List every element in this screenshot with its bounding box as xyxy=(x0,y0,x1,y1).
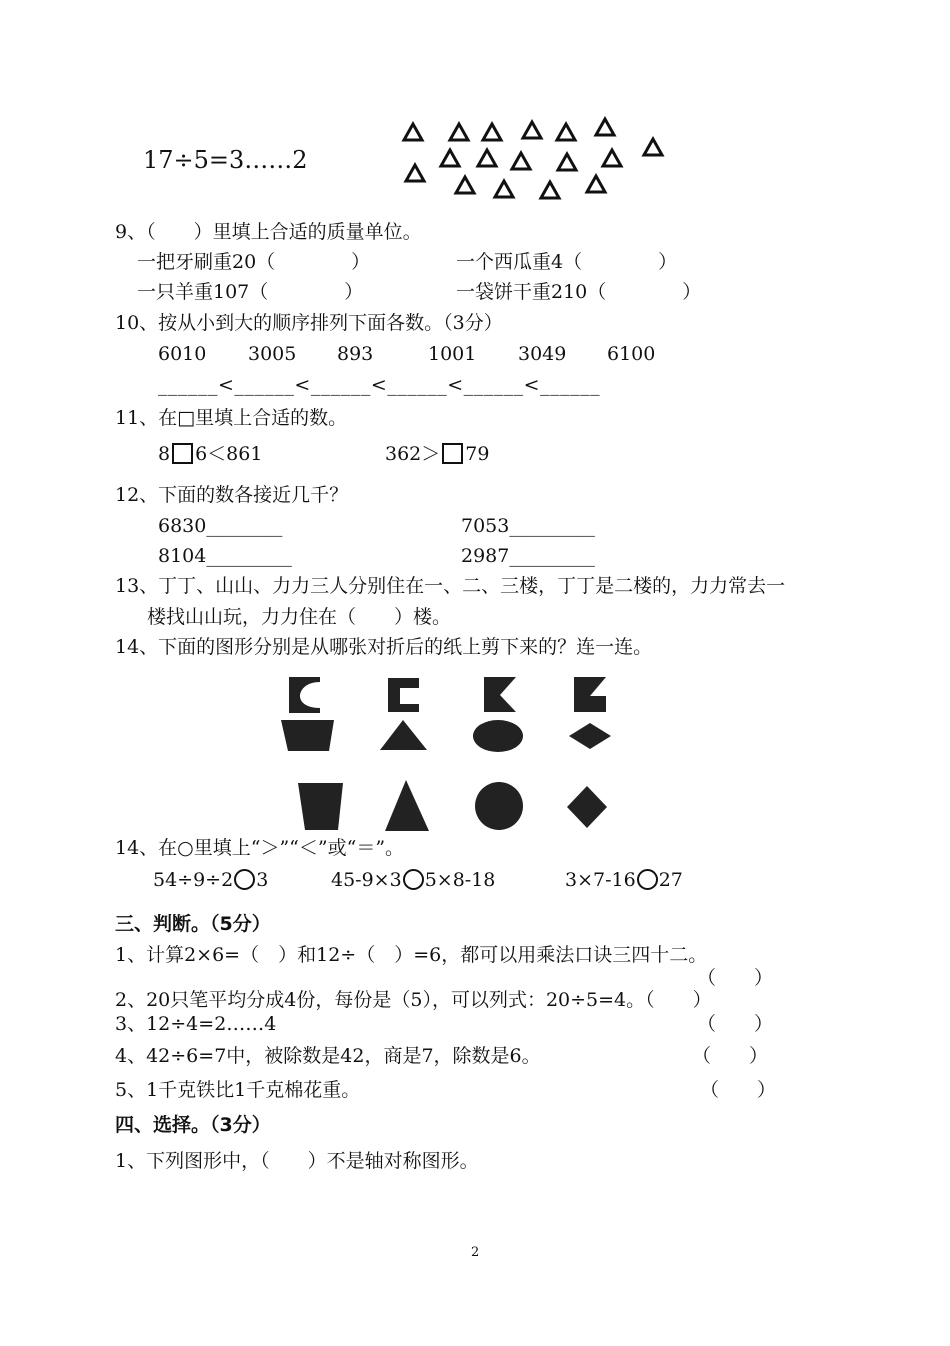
q14a-title: 14、下面的图形分别是从哪张对折后的纸上剪下来的？连一连。 xyxy=(115,636,653,658)
triangle-icon xyxy=(596,119,614,135)
q12-item[interactable]: 7053_________ xyxy=(461,515,595,537)
page-number: 2 xyxy=(471,1245,480,1260)
flat-diamond-icon xyxy=(569,723,611,749)
choice-item-1: 1、下列图形中，（ ）不是轴对称图形。 xyxy=(115,1150,479,1172)
trapezoid-icon xyxy=(281,720,334,751)
answer-box[interactable] xyxy=(172,443,193,464)
q10-number: 6010 xyxy=(158,343,207,365)
triangle-icon xyxy=(557,124,575,140)
half-square-cut-icon xyxy=(388,678,419,712)
triangle-icon xyxy=(456,177,474,193)
judge-paren-4[interactable]: （ ） xyxy=(692,1045,769,1067)
half-circle-cut-icon xyxy=(289,677,320,713)
q10-answer-blanks[interactable]: ______<______<______<______<______<______ xyxy=(158,374,601,396)
triangle-icon xyxy=(450,124,468,140)
triangle-icon xyxy=(495,181,513,197)
q9-title: 9、（ ）里填上合适的质量单位。 xyxy=(115,221,422,243)
triangle-icon xyxy=(603,150,621,166)
q10-number: 3005 xyxy=(248,343,297,365)
q10-title: 10、按从小到大的顺序排列下面各数。（3分） xyxy=(115,312,503,334)
judge-paren-5[interactable]: （ ） xyxy=(700,1079,777,1101)
q14b-expr-1: 54÷9÷2 3 xyxy=(153,869,269,891)
trapezoid-icon xyxy=(298,783,343,830)
q12-item[interactable]: 6830________ xyxy=(158,515,283,537)
triangle-icon xyxy=(644,139,662,155)
q13-line-2: 楼找山山玩，力力住在（ ）楼。 xyxy=(147,606,452,628)
ellipse-icon xyxy=(473,720,523,752)
section-4-title: 四、选择。（3分） xyxy=(115,1114,271,1136)
circle-icon xyxy=(475,782,523,830)
judge-paren-3[interactable]: （ ） xyxy=(697,1013,774,1035)
triangle-icon xyxy=(541,182,559,198)
q14b-expr-2: 45-9×3 5×8-18 xyxy=(331,869,496,891)
judge-paren-1[interactable]: （ ） xyxy=(697,967,774,989)
q11-item-b: 362＞ 79 xyxy=(385,443,490,465)
triangle-icon xyxy=(380,720,427,750)
compare-circle[interactable] xyxy=(403,869,424,890)
q11-title: 11、在□里填上合适的数。 xyxy=(115,407,348,429)
triangle-icon xyxy=(483,124,501,140)
judge-item-3: 3、12÷4=2……4 xyxy=(115,1013,277,1035)
triangle-icon xyxy=(404,124,422,140)
triangle-icon xyxy=(523,122,541,138)
triangle-icon xyxy=(512,153,530,169)
triangle-cluster xyxy=(0,0,950,210)
judge-item-1: 1、计算2×6=（ ）和12÷（ ）=6，都可以用乘法口诀三四十二。 xyxy=(115,944,708,966)
q10-number: 893 xyxy=(337,343,374,365)
diamond-icon xyxy=(567,786,607,828)
folded-paper-shapes xyxy=(0,660,950,840)
q9-item-1: 一把牙刷重20（ ） xyxy=(137,251,371,273)
q9-item-3: 一只羊重107（ ） xyxy=(137,281,364,303)
triangle-icon xyxy=(441,150,459,166)
compare-circle[interactable] xyxy=(637,869,658,890)
triangle-icon xyxy=(385,780,429,831)
triangle-icon xyxy=(587,176,605,192)
q9-item-4: 一袋饼干重210（ ） xyxy=(456,281,702,303)
compare-circle[interactable] xyxy=(234,869,255,890)
triangle-icon xyxy=(558,154,576,170)
q9-item-2: 一个西瓜重4（ ） xyxy=(456,251,678,273)
triangle-icon xyxy=(478,150,496,166)
triangle-icon xyxy=(406,165,424,181)
judge-item-4: 4、42÷6=7中，被除数是42，商是7，除数是6。 xyxy=(115,1045,541,1067)
answer-box[interactable] xyxy=(442,443,463,464)
q14b-title: 14、在○里填上“＞”“＜”或“＝”。 xyxy=(115,837,405,859)
judge-item-5: 5、1千克铁比1千克棉花重。 xyxy=(115,1079,361,1101)
q12-item[interactable]: 2987_________ xyxy=(461,545,595,567)
q12-item[interactable]: 8104_________ xyxy=(158,545,292,567)
section-3-title: 三、判断。（5分） xyxy=(115,913,271,935)
q10-number: 1001 xyxy=(428,343,477,365)
q13-line-1: 13、丁丁、山山、力力三人分别住在一、二、三楼，丁丁是二楼的，力力常去一 xyxy=(115,575,786,597)
judge-item-2: 2、20只笔平均分成4份，每份是（5），可以列式：20÷5=4。（ ） xyxy=(115,989,712,1011)
q10-number: 3049 xyxy=(518,343,567,365)
q14b-expr-3: 3×7-16 27 xyxy=(565,869,683,891)
right-triangle-cut-icon xyxy=(574,677,606,712)
q11-item-a: 8 6＜861 xyxy=(158,443,263,465)
q10-number: 6100 xyxy=(607,343,656,365)
q12-title: 12、下面的数各接近几千？ xyxy=(115,484,349,506)
arrow-cut-icon xyxy=(484,677,516,712)
division-expression: 17÷5=3……2 xyxy=(143,146,308,174)
